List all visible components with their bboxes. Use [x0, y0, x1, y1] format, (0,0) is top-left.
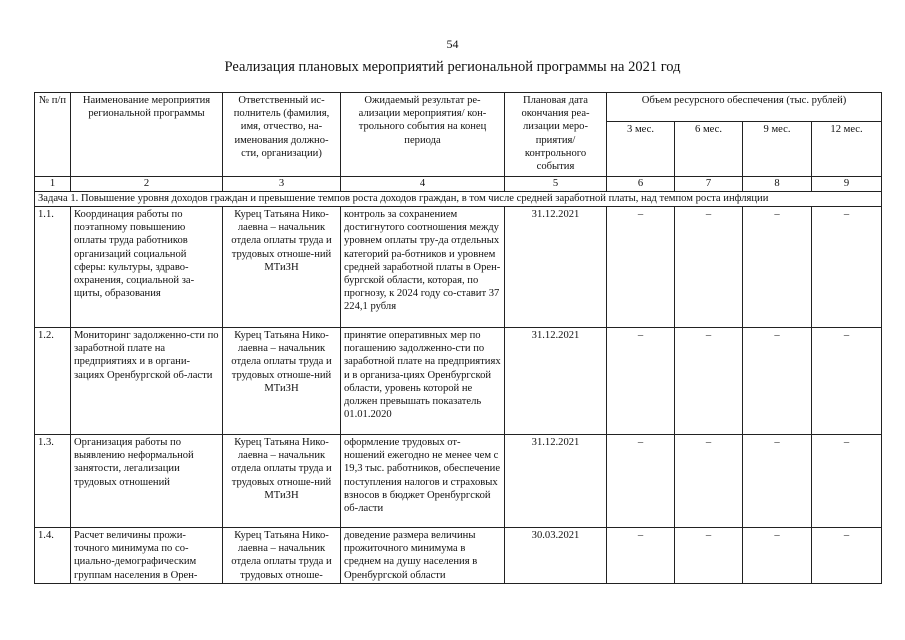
row-name: Мониторинг задолженно-сти по заработной плате на предприятиях и в органи-зациях Оренбургской об-ласти — [71, 328, 223, 435]
row-9-months: – — [743, 328, 812, 435]
row-num: 1.4. — [35, 528, 71, 584]
column-number-row — [35, 177, 882, 192]
row-name: Расчет величины прожи-точного минимума по со-циально-демографическим группам населения в Орен- — [71, 528, 223, 584]
row-6-months: – — [675, 207, 743, 328]
header-responsible: Ответственный ис-полнитель (фамилия, имя, отчество, на-именования должно-сти, организации) — [223, 93, 341, 177]
row-responsible: Курец Татьяна Нико-лаевна – начальник отдела оплаты труда и трудовых отноше-ний МТиЗН — [223, 328, 341, 435]
row-result: оформление трудовых от-ношений ежегодно не менее чем с 19,3 тыс. работников, обеспечение поступления налогов и страховых взносов в бюджет Оренбургской об-ласти — [341, 435, 505, 528]
row-num: 1.2. — [35, 328, 71, 435]
row-3-months: – — [607, 328, 675, 435]
row-9-months: – — [743, 207, 812, 328]
header-9-months: 9 мес. — [743, 122, 812, 177]
header-3-months: 3 мес. — [607, 122, 675, 177]
task-title: Задача 1. Повышение уровня доходов граждан и превышение темпов роста доходов граждан, в том числе средней заработной платы, над темпом роста инфляции — [35, 192, 882, 207]
table-row — [35, 435, 882, 528]
row-9-months: – — [743, 528, 812, 584]
table-row — [35, 207, 882, 328]
table-row — [35, 328, 882, 435]
row-responsible: Курец Татьяна Нико-лаевна – начальник отдела оплаты труда и трудовых отноше-ний МТиЗН — [223, 207, 341, 328]
row-result: принятие оперативных мер по погашению задолженно-сти по заработной плате на предприятиях и в организа-циях Оренбургской области, уровень которой не должен превышать показатель 01.01.2020 — [341, 328, 505, 435]
header-6-months: 6 мес. — [675, 122, 743, 177]
row-12-months: – — [812, 528, 882, 584]
row-3-months: – — [607, 435, 675, 528]
column-number: 9 — [812, 177, 882, 192]
task-row — [35, 192, 882, 207]
page-number: 54 — [446, 37, 459, 51]
row-12-months: – — [812, 435, 882, 528]
row-12-months: – — [812, 207, 882, 328]
row-date: 31.12.2021 — [505, 207, 607, 328]
row-name: Организация работы по выявлению неформальной занятости, легализации трудовых отношений — [71, 435, 223, 528]
row-3-months: – — [607, 528, 675, 584]
header-result: Ожидаемый результат ре-ализации мероприятия/ кон-трольного события на конец периода — [341, 93, 505, 177]
header-date: Плановая дата окончания реа-лизации меро-приятия/ контрольного события — [505, 93, 607, 177]
row-date: 31.12.2021 — [505, 435, 607, 528]
column-number: 8 — [743, 177, 812, 192]
column-number: 2 — [71, 177, 223, 192]
table-row — [35, 528, 882, 584]
row-6-months: – — [675, 328, 743, 435]
column-number: 7 — [675, 177, 743, 192]
header-12-months: 12 мес. — [812, 122, 882, 177]
header-num: № п/п — [35, 93, 71, 177]
row-date: 30.03.2021 — [505, 528, 607, 584]
row-3-months: – — [607, 207, 675, 328]
plan-table — [34, 92, 882, 584]
row-result: доведение размера величины прожиточного минимума в среднем на душу населения в Оренбургской области — [341, 528, 505, 584]
column-number: 5 — [505, 177, 607, 192]
document-title: Реализация плановых мероприятий региональной программы на 2021 год — [224, 59, 681, 75]
column-number: 4 — [341, 177, 505, 192]
row-name: Координация работы по поэтапному повышению оплаты труда работников организаций социальной сферы: культуры, здраво-охранения, социальной за-щиты, образования — [71, 207, 223, 328]
column-number: 6 — [607, 177, 675, 192]
header-name: Наименование мероприятия региональной программы — [71, 93, 223, 177]
row-6-months: – — [675, 528, 743, 584]
column-number: 3 — [223, 177, 341, 192]
row-responsible: Курец Татьяна Нико-лаевна – начальник отдела оплаты труда и трудовых отноше-ний МТиЗН — [223, 435, 341, 528]
row-9-months: – — [743, 435, 812, 528]
row-num: 1.1. — [35, 207, 71, 328]
row-result: контроль за сохранением достигнутого соотношения между уровнем оплаты тру-да отдельных категорий ра-ботников и уровнем средней заработной платы в Орен-бургской области, которая, по прогнозу, к 2024 году со-ставит 37 224,1 рубля — [341, 207, 505, 328]
row-responsible: Курец Татьяна Нико-лаевна – начальник отдела оплаты труда и трудовых отноше- — [223, 528, 341, 584]
row-date: 31.12.2021 — [505, 328, 607, 435]
column-number: 1 — [35, 177, 71, 192]
row-12-months: – — [812, 328, 882, 435]
header-funding: Объем ресурсного обеспечения (тыс. рублей) — [607, 93, 882, 122]
header-row — [35, 93, 882, 122]
row-num: 1.3. — [35, 435, 71, 528]
row-6-months: – — [675, 435, 743, 528]
